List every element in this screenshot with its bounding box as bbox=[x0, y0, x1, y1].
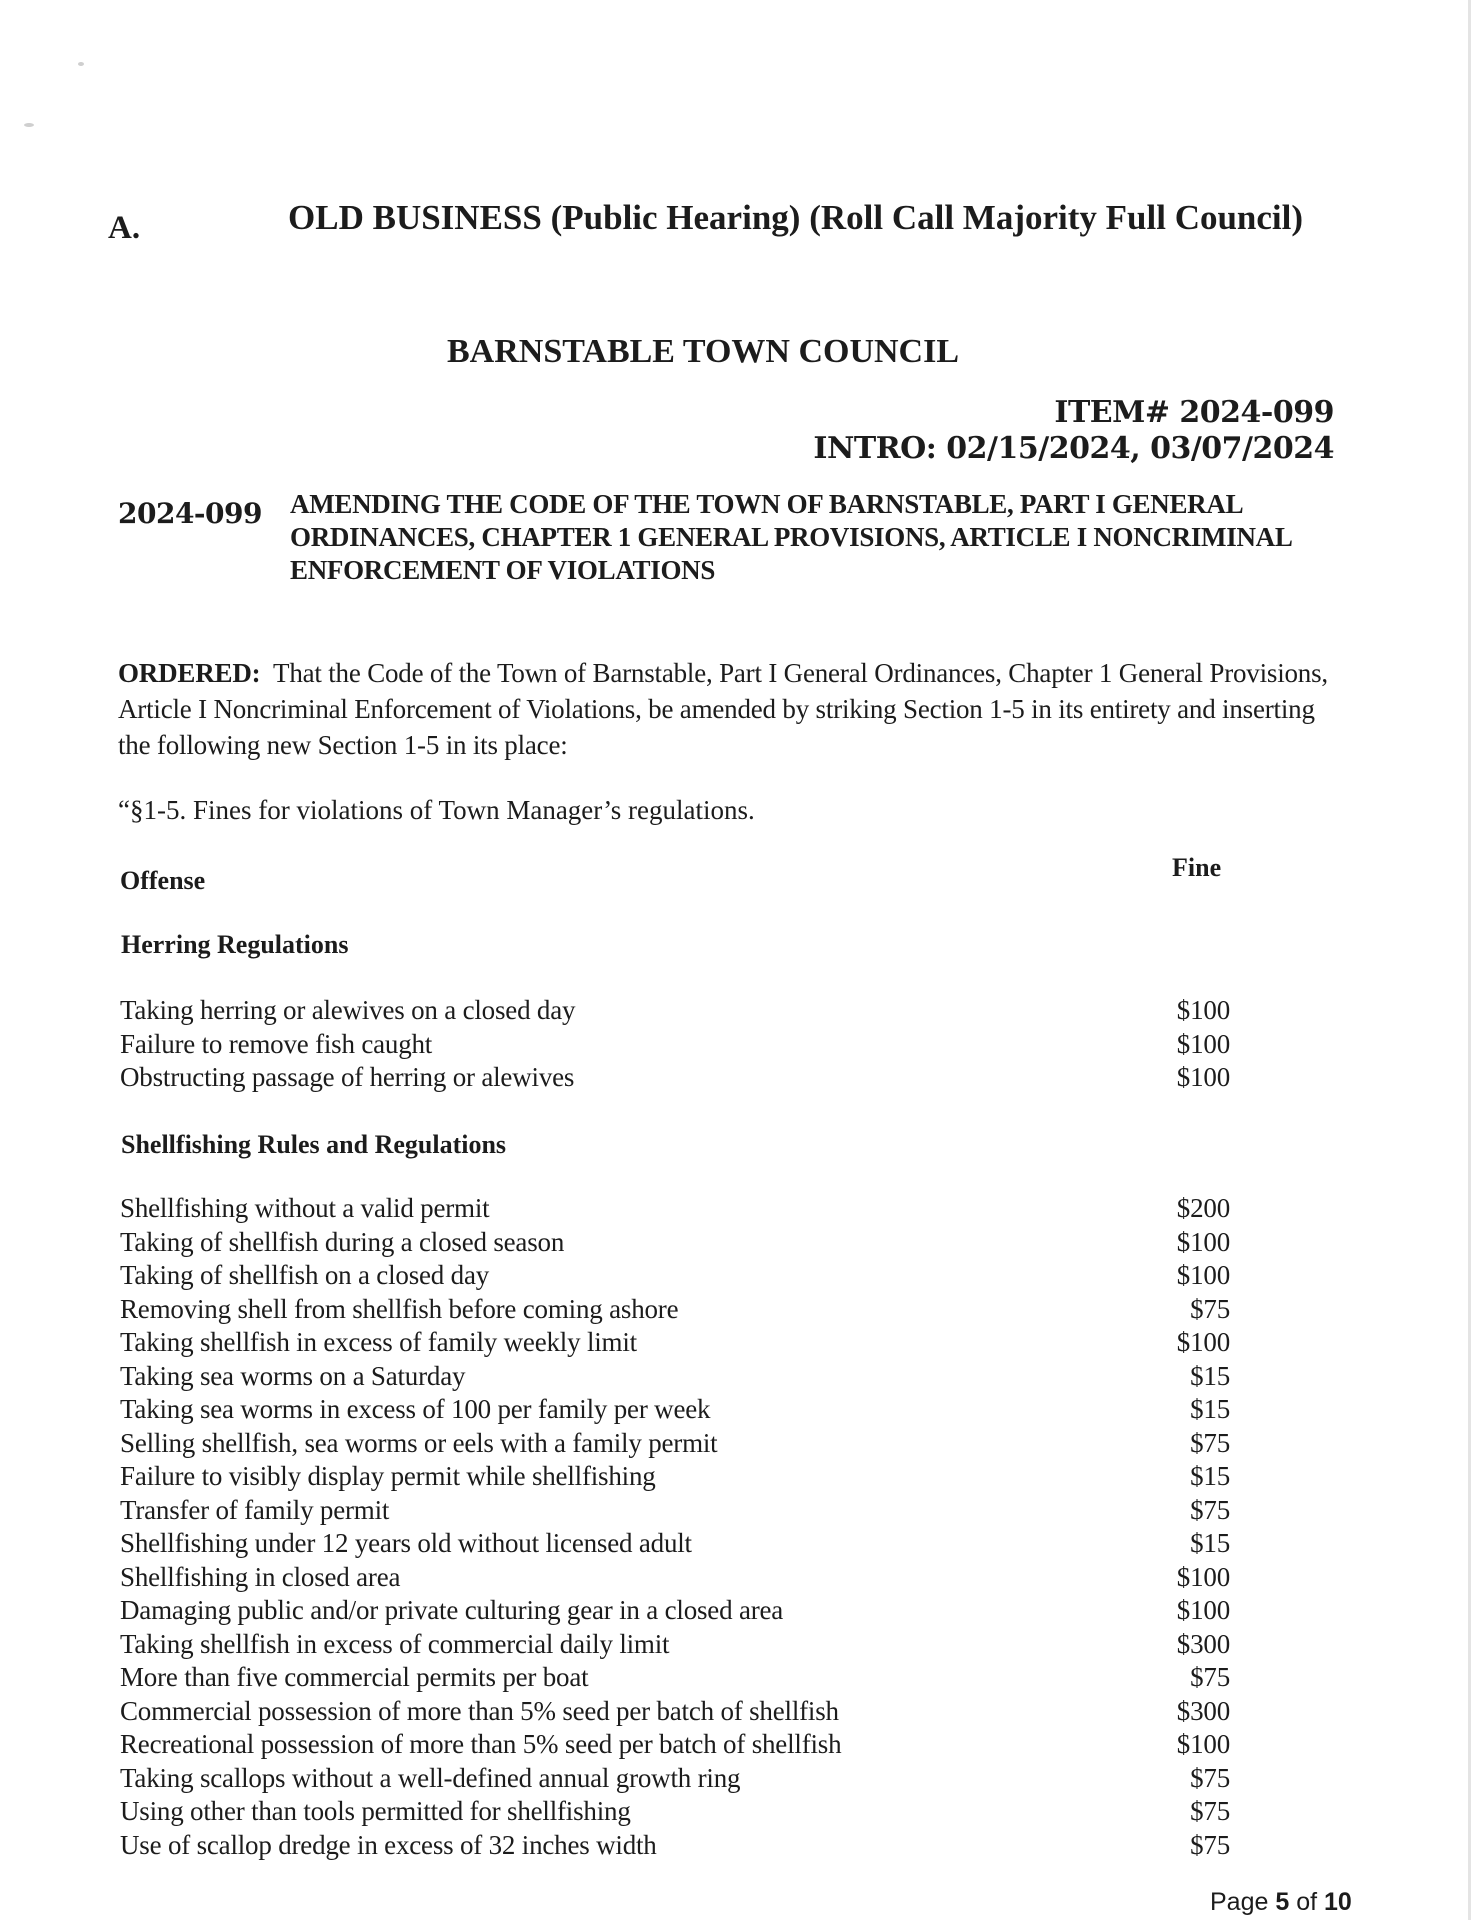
offense-text: Taking sea worms in excess of 100 per family per week bbox=[120, 1394, 711, 1424]
offense-text: Taking shellfish in excess of commercial daily limit bbox=[120, 1628, 670, 1659]
fine-row bbox=[120, 1061, 1230, 1095]
fine-row bbox=[120, 994, 1230, 1028]
fine-row bbox=[120, 1695, 1230, 1729]
total-pages: 10 bbox=[1324, 1888, 1352, 1916]
offense-text: Taking of shellfish during a closed season bbox=[120, 1226, 565, 1257]
fine-amount: $75 bbox=[1190, 1762, 1230, 1793]
section-letter: A. bbox=[108, 210, 141, 246]
offense-text: Shellfishing without a valid permit bbox=[120, 1193, 490, 1223]
fine-row bbox=[120, 1427, 1230, 1461]
item-id: 2024-099 bbox=[118, 497, 262, 530]
offense-text: Commercial possession of more than 5% seed per batch of shellfish bbox=[120, 1695, 839, 1726]
fine-row bbox=[120, 1561, 1230, 1595]
fine-row bbox=[120, 1326, 1230, 1360]
fine-row bbox=[120, 1527, 1230, 1561]
ordered-text: That the Code of the Town of Barnstable, Part I General Ordinances, Chapter 1 General Provisions, Article I Noncriminal Enforcement of Violations, be amended by striking Section 1-5 in its entirety and inserting the following new Section 1-5 in its place: bbox=[118, 658, 1328, 760]
column-header-offense: Offense bbox=[120, 866, 206, 895]
offense-text: Use of scallop dredge in excess of 32 inches width bbox=[120, 1829, 657, 1860]
fine-amount: $75 bbox=[1190, 1662, 1230, 1692]
herring-fines-list bbox=[120, 994, 1230, 1095]
offense-text: Taking of shellfish on a closed day bbox=[120, 1260, 490, 1290]
offense-text: Recreational possession of more than 5% seed per batch of shellfish bbox=[120, 1729, 842, 1759]
fine-amount: $100 bbox=[1176, 1028, 1230, 1059]
offense-text: Failure to remove fish caught bbox=[120, 1028, 433, 1059]
fine-row bbox=[120, 1460, 1230, 1494]
fine-amount: $75 bbox=[1190, 1293, 1230, 1324]
group-heading-herring: Herring Regulations bbox=[121, 930, 349, 959]
fine-amount: $100 bbox=[1176, 1226, 1230, 1257]
fine-amount: $75 bbox=[1190, 1494, 1230, 1525]
fine-amount: $100 bbox=[1176, 995, 1230, 1025]
fine-amount: $75 bbox=[1190, 1829, 1230, 1860]
fine-amount: $100 bbox=[1176, 1062, 1230, 1092]
fine-amount: $15 bbox=[1190, 1394, 1230, 1424]
offense-text: Taking sea worms on a Saturday bbox=[120, 1360, 466, 1391]
offense-text: Taking scallops without a well-defined annual growth ring bbox=[120, 1762, 741, 1793]
fine-row bbox=[120, 1762, 1230, 1796]
fine-row bbox=[120, 1628, 1230, 1662]
fine-row bbox=[120, 1028, 1230, 1062]
offense-text: Damaging public and/or private culturing gear in a closed area bbox=[120, 1595, 784, 1625]
item-info bbox=[813, 395, 1334, 467]
fine-amount: $15 bbox=[1190, 1461, 1230, 1491]
fine-amount: $300 bbox=[1176, 1628, 1230, 1659]
fine-row bbox=[120, 1192, 1230, 1226]
ordered-paragraph bbox=[118, 655, 1348, 763]
offense-text: Removing shell from shellfish before coming ashore bbox=[120, 1293, 679, 1324]
fine-row bbox=[120, 1259, 1230, 1293]
offense-text: Using other than tools permitted for shellfishing bbox=[120, 1796, 631, 1826]
offense-text: Taking shellfish in excess of family weekly limit bbox=[120, 1327, 637, 1357]
column-header-fine: Fine bbox=[1172, 853, 1222, 882]
current-page: 5 bbox=[1275, 1888, 1290, 1916]
intro-dates: INTRO: 02/15/2024, 03/07/2024 bbox=[813, 431, 1334, 466]
fine-amount: $75 bbox=[1190, 1427, 1230, 1458]
section-heading: OLD BUSINESS (Public Hearing) (Roll Call Majority Full Council) bbox=[288, 198, 1304, 237]
fine-amount: $100 bbox=[1176, 1561, 1230, 1592]
offense-text: Selling shellfish, sea worms or eels with a family permit bbox=[120, 1427, 718, 1458]
offense-text: Obstructing passage of herring or alewives bbox=[120, 1062, 575, 1092]
fine-row bbox=[120, 1795, 1230, 1829]
group-heading-shellfishing: Shellfishing Rules and Regulations bbox=[121, 1130, 507, 1159]
offense-text: More than five commercial permits per boat bbox=[120, 1662, 589, 1692]
scan-artifact bbox=[78, 62, 84, 66]
page-word: Page bbox=[1210, 1888, 1269, 1916]
item-title: AMENDING THE CODE OF THE TOWN OF BARNSTABLE, PART I GENERAL ORDINANCES, CHAPTER 1 GENERAL PROVISIONS, ARTICLE I NONCRIMINAL ENFORCEMENT OF VIOLATIONS bbox=[290, 489, 1292, 585]
offense-text: Failure to visibly display permit while shellfishing bbox=[120, 1461, 656, 1491]
council-title: BARNSTABLE TOWN COUNCIL bbox=[447, 333, 960, 370]
fine-row bbox=[120, 1728, 1230, 1762]
fine-amount: $15 bbox=[1190, 1360, 1230, 1391]
fine-row bbox=[120, 1594, 1230, 1628]
fine-row bbox=[120, 1293, 1230, 1327]
offense-text: Taking herring or alewives on a closed day bbox=[120, 995, 576, 1025]
fine-amount: $300 bbox=[1176, 1695, 1230, 1726]
section-intro: “§1-5. Fines for violations of Town Manager’s regulations. bbox=[118, 795, 755, 825]
offense-text: Shellfishing in closed area bbox=[120, 1561, 401, 1592]
fine-amount: $200 bbox=[1176, 1193, 1230, 1223]
fine-row bbox=[120, 1661, 1230, 1695]
fine-row bbox=[120, 1393, 1230, 1427]
offense-text: Transfer of family permit bbox=[120, 1494, 390, 1525]
fine-amount: $15 bbox=[1190, 1528, 1230, 1558]
fine-row bbox=[120, 1494, 1230, 1528]
fine-row bbox=[120, 1226, 1230, 1260]
fine-amount: $100 bbox=[1176, 1729, 1230, 1759]
fine-row bbox=[120, 1360, 1230, 1394]
shellfishing-fines-list bbox=[120, 1192, 1230, 1862]
scan-page-edge bbox=[1468, 0, 1471, 1920]
item-number-label: ITEM# 2024-099 bbox=[1054, 395, 1334, 430]
ordered-label: ORDERED: bbox=[118, 658, 261, 688]
fine-amount: $100 bbox=[1176, 1260, 1230, 1290]
fine-amount: $75 bbox=[1190, 1796, 1230, 1826]
fine-row bbox=[120, 1829, 1230, 1863]
offense-text: Shellfishing under 12 years old without licensed adult bbox=[120, 1528, 692, 1558]
page-number bbox=[1210, 1888, 1352, 1917]
scan-artifact bbox=[24, 123, 34, 127]
of-word: of bbox=[1296, 1888, 1318, 1916]
fine-amount: $100 bbox=[1176, 1327, 1230, 1357]
fine-amount: $100 bbox=[1176, 1595, 1230, 1625]
